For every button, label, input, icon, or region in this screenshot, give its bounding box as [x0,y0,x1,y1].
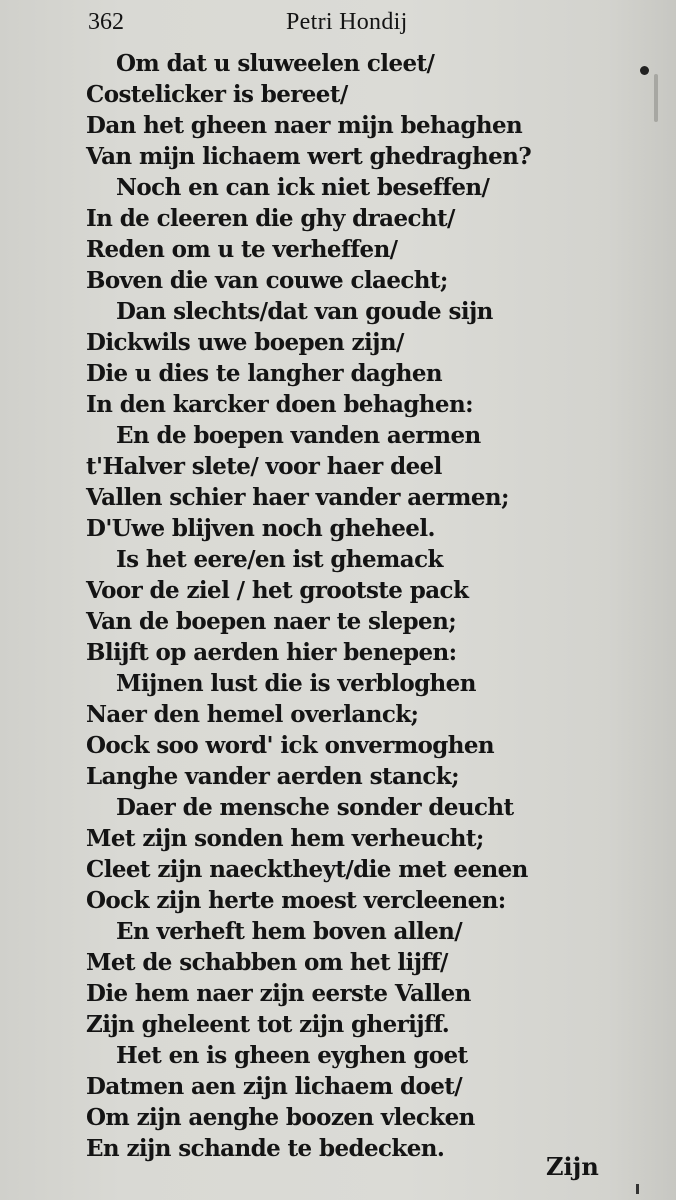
verse-line: Om dat u sluweelen cleet/ [116,50,435,77]
verse-line: Boven die van couwe claecht; [86,267,448,294]
verse-line: Die u dies te langher daghen [86,360,442,387]
verse-line: Oock soo word' ick onvermoghen [86,732,495,759]
ink-spot [640,66,649,75]
verse-line: Noch en can ick niet beseffen/ [116,174,490,201]
verse-line: En zijn schande te bedecken. [86,1135,445,1162]
catchword: Zijn [546,1152,599,1181]
verse-line: Het en is gheen eyghen goet [116,1042,468,1069]
verse-line: Vallen schier haer vander aermen; [86,484,509,511]
verse-line: t'Halver slete/ voor haer deel [86,453,442,480]
verse-line: Oock zijn herte moest vercleenen: [86,887,506,914]
verse-line: Dickwils uwe boepen zijn/ [86,329,404,356]
verse-line: Dan slechts/dat van goude sijn [116,298,493,325]
poem-text [86,48,616,1164]
verse-line: Van de boepen naer te slepen; [86,608,457,635]
ink-mark [636,1184,639,1194]
verse-line: In den karcker doen behaghen: [86,391,473,418]
verse-line: Costelicker is bereet/ [86,81,348,108]
verse-line: Is het eere/en ist ghemack [116,546,443,573]
verse-line: Om zijn aenghe boozen vlecken [86,1104,475,1131]
verse-line: Daer de mensche sonder deucht [116,794,514,821]
verse-line: Met de schabben om het lijff/ [86,949,448,976]
verse-line: Blijft op aerden hier benepen: [86,639,457,666]
verse-line: Naer den hemel overlanck; [86,701,419,728]
page-number: 362 [88,9,124,35]
verse-line: D'Uwe blijven noch gheheel. [86,515,435,542]
verse-line: En de boepen vanden aermen [116,422,481,449]
verse-line: Van mijn lichaem wert ghedraghen? [86,143,532,170]
verse-line: Dan het gheen naer mijn behaghen [86,112,523,139]
verse-line: Datmen aen zijn lichaem doet/ [86,1073,463,1100]
verse-line: Zijn gheleent tot zijn gherijff. [86,1011,450,1038]
verse-line: En verheft hem boven allen/ [116,918,463,945]
page-header [88,6,488,38]
running-title: Petri Hondij [286,9,408,35]
verse-line: Reden om u te verheffen/ [86,236,398,263]
verse-line: Met zijn sonden hem verheucht; [86,825,484,852]
verse-line: Voor de ziel / het grootste pack [86,577,469,604]
paper-crease [654,74,658,122]
verse-line: Mijnen lust die is verbloghen [116,670,476,697]
verse-line: Cleet zijn naecktheyt/die met eenen [86,856,528,883]
verse-line: Langhe vander aerden stanck; [86,763,459,790]
verse-line: In de cleeren die ghy draecht/ [86,205,455,232]
verse-line: Die hem naer zijn eerste Vallen [86,980,471,1007]
